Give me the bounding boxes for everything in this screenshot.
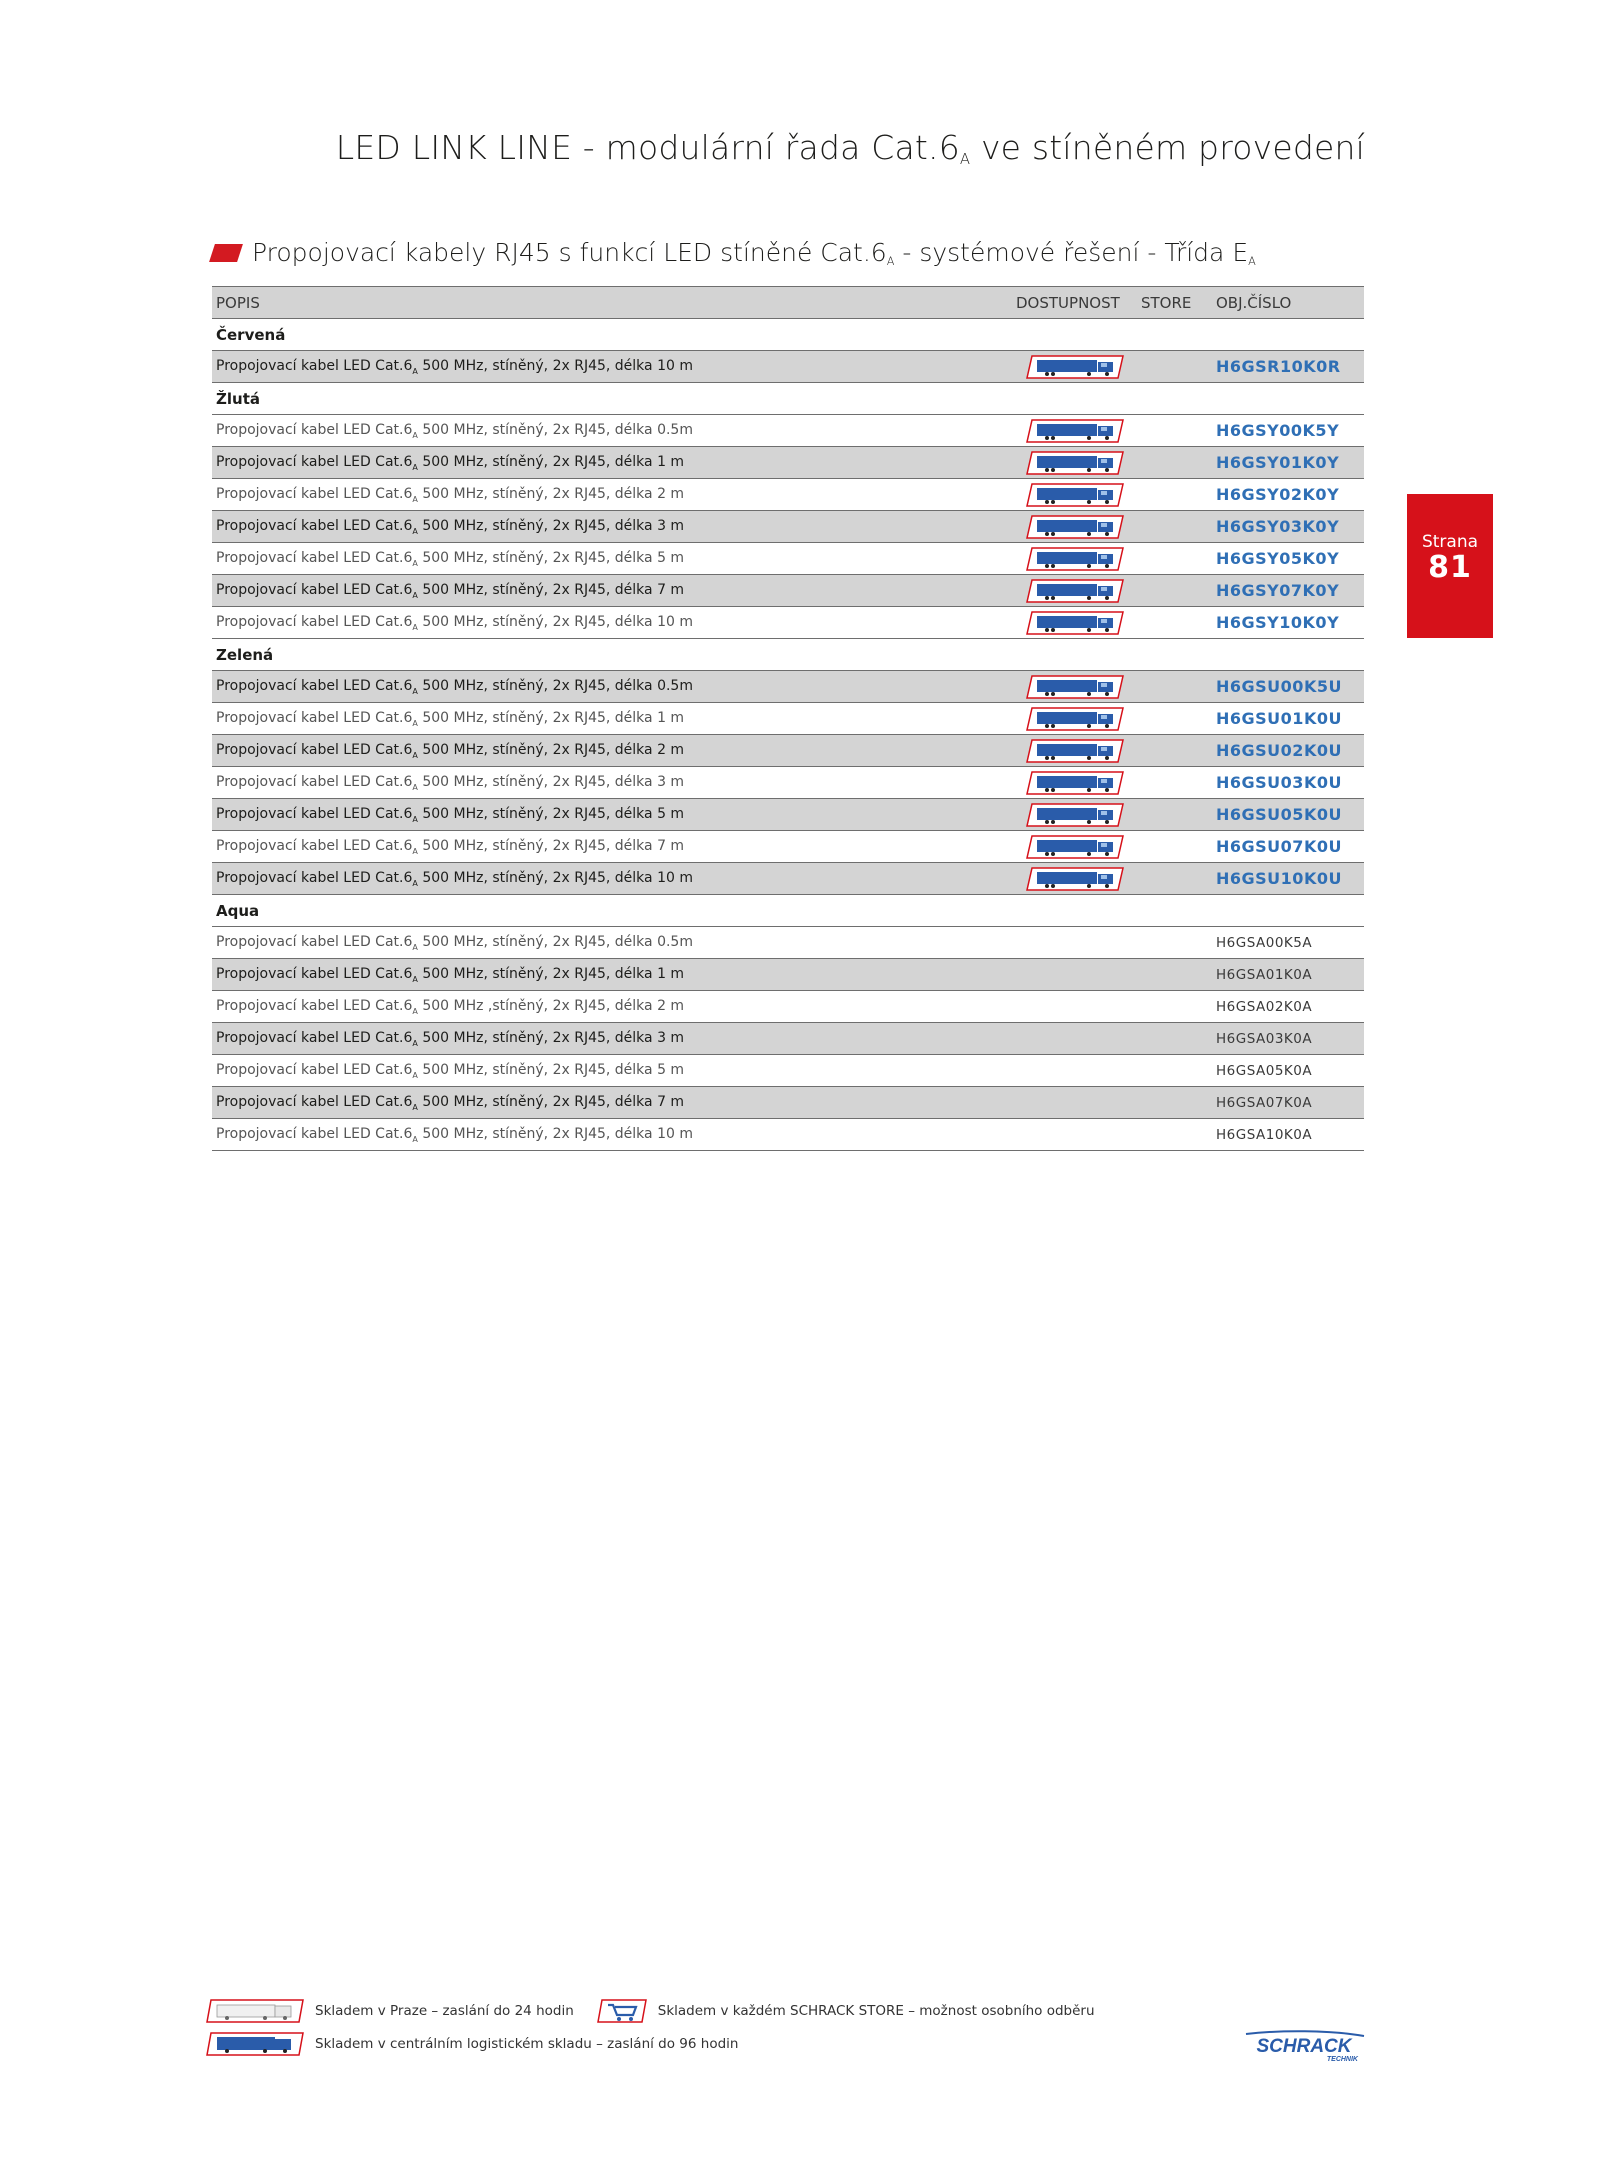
group-name: Červená: [212, 319, 1364, 351]
section-title: Propojovací kabely RJ45 s funkcí LED stíněné $Cat.6_A$ - systémové řešení - Třída $E_A$: [252, 238, 1256, 268]
table-row: [212, 447, 1364, 479]
table-row: [212, 415, 1364, 447]
store-cell: [1137, 1055, 1212, 1087]
store-cell: [1137, 447, 1212, 479]
product-description: Propojovací kabel LED $Cat.6_A$ 500 MHz, stíněný, 2x RJ45, délka 3 m: [212, 767, 1012, 799]
order-code[interactable]: H6GSY00K5Y: [1212, 415, 1364, 447]
store-cell: [1137, 831, 1212, 863]
order-code: H6GSA00K5A: [1212, 927, 1364, 959]
table-row: [212, 1055, 1364, 1087]
group-row: [212, 383, 1364, 415]
order-code[interactable]: H6GSY05K0Y: [1212, 543, 1364, 575]
product-description: Propojovací kabel LED $Cat.6_A$ 500 MHz, stíněný, 2x RJ45, délka 1 m: [212, 447, 1012, 479]
table-row: [212, 511, 1364, 543]
cart-icon: [596, 1997, 648, 2025]
table-row: [212, 1119, 1364, 1151]
table-row: [212, 543, 1364, 575]
header-availability: DOSTUPNOST: [1012, 287, 1137, 319]
truck-icon: [1025, 802, 1125, 828]
legend-prague-text: Skladem v Praze – zaslání do 24 hodin: [315, 2002, 574, 2019]
store-cell: [1137, 671, 1212, 703]
availability-cell: [1012, 511, 1137, 543]
truck-icon: [1025, 834, 1125, 860]
order-code[interactable]: H6GSR10K0R: [1212, 351, 1364, 383]
availability-cell: [1012, 575, 1137, 607]
header-code: OBJ.ČÍSLO: [1212, 287, 1364, 319]
legend: [205, 1994, 1095, 2060]
order-code[interactable]: H6GSU07K0U: [1212, 831, 1364, 863]
page-tab-label: Strana: [1421, 532, 1479, 552]
availability-cell: [1012, 479, 1137, 511]
schrack-logo: [1240, 2030, 1368, 2064]
table-row: [212, 607, 1364, 639]
product-description: Propojovací kabel LED $Cat.6_A$ 500 MHz, stíněný, 2x RJ45, délka 10 m: [212, 607, 1012, 639]
order-code[interactable]: H6GSY02K0Y: [1212, 479, 1364, 511]
group-name: Zelená: [212, 639, 1364, 671]
table-row: [212, 735, 1364, 767]
order-code: H6GSA03K0A: [1212, 1023, 1364, 1055]
store-cell: [1137, 959, 1212, 991]
store-cell: [1137, 991, 1212, 1023]
order-code[interactable]: H6GSU00K5U: [1212, 671, 1364, 703]
truck-icon: [1025, 866, 1125, 892]
product-description: Propojovací kabel LED $Cat.6_A$ 500 MHz, stíněný, 2x RJ45, délka 0.5m: [212, 927, 1012, 959]
table-row: [212, 927, 1364, 959]
availability-cell: [1012, 767, 1137, 799]
store-cell: [1137, 607, 1212, 639]
header-desc: POPIS: [212, 287, 1012, 319]
product-table: [212, 286, 1364, 1151]
legend-central-text: Skladem v centrálním logistickém skladu – zaslání do 96 hodin: [315, 2035, 739, 2052]
product-description: Propojovací kabel LED $Cat.6_A$ 500 MHz, stíněný, 2x RJ45, délka 3 m: [212, 1023, 1012, 1055]
availability-cell: [1012, 735, 1137, 767]
availability-cell: [1012, 703, 1137, 735]
availability-cell: [1012, 799, 1137, 831]
table-row: [212, 575, 1364, 607]
table-row: [212, 991, 1364, 1023]
page-tab: [1407, 494, 1493, 638]
product-description: Propojovací kabel LED $Cat.6_A$ 500 MHz, stíněný, 2x RJ45, délka 7 m: [212, 1087, 1012, 1119]
store-cell: [1137, 351, 1212, 383]
order-code[interactable]: H6GSU03K0U: [1212, 767, 1364, 799]
group-name: Žlutá: [212, 383, 1364, 415]
table-row: [212, 1087, 1364, 1119]
availability-cell: [1012, 959, 1137, 991]
order-code[interactable]: H6GSU02K0U: [1212, 735, 1364, 767]
table-row: [212, 959, 1364, 991]
order-code[interactable]: H6GSU05K0U: [1212, 799, 1364, 831]
truck-icon: [1025, 354, 1125, 380]
order-code[interactable]: H6GSY01K0Y: [1212, 447, 1364, 479]
store-cell: [1137, 863, 1212, 895]
availability-cell: [1012, 1023, 1137, 1055]
order-code: H6GSA05K0A: [1212, 1055, 1364, 1087]
legend-row-prague: [205, 1994, 1095, 2027]
logo-brand: SCHRACK: [1256, 2036, 1352, 2057]
order-code[interactable]: H6GSU10K0U: [1212, 863, 1364, 895]
availability-cell: [1012, 543, 1137, 575]
product-description: Propojovací kabel LED $Cat.6_A$ 500 MHz, stíněný, 2x RJ45, délka 10 m: [212, 1119, 1012, 1151]
availability-cell: [1012, 991, 1137, 1023]
group-row: [212, 895, 1364, 927]
truck-icon: [1025, 674, 1125, 700]
order-code: H6GSA07K0A: [1212, 1087, 1364, 1119]
order-code: H6GSA01K0A: [1212, 959, 1364, 991]
store-cell: [1137, 511, 1212, 543]
white-truck-icon: [205, 1997, 305, 2025]
order-code: H6GSA02K0A: [1212, 991, 1364, 1023]
store-cell: [1137, 479, 1212, 511]
availability-cell: [1012, 1055, 1137, 1087]
product-description: Propojovací kabel LED $Cat.6_A$ 500 MHz, stíněný, 2x RJ45, délka 1 m: [212, 703, 1012, 735]
logo-sub: TECHNIK: [1326, 2056, 1358, 2063]
table-row: [212, 1023, 1364, 1055]
truck-icon: [1025, 706, 1125, 732]
legend-store-text: Skladem v každém SCHRACK STORE – možnost osobního odběru: [657, 2002, 1095, 2019]
table-row: [212, 831, 1364, 863]
availability-cell: [1012, 863, 1137, 895]
group-row: [212, 319, 1364, 351]
availability-cell: [1012, 415, 1137, 447]
legend-row-central: [205, 2027, 1095, 2060]
section-marker-icon: [209, 244, 243, 262]
store-cell: [1137, 415, 1212, 447]
product-description: Propojovací kabel LED $Cat.6_A$ 500 MHz ,stíněný, 2x RJ45, délka 2 m: [212, 991, 1012, 1023]
store-cell: [1137, 1023, 1212, 1055]
store-cell: [1137, 735, 1212, 767]
table-row: [212, 671, 1364, 703]
store-cell: [1137, 799, 1212, 831]
availability-cell: [1012, 607, 1137, 639]
product-description: Propojovací kabel LED $Cat.6_A$ 500 MHz, stíněný, 2x RJ45, délka 5 m: [212, 1055, 1012, 1087]
availability-cell: [1012, 351, 1137, 383]
truck-icon: [1025, 450, 1125, 476]
product-description: Propojovací kabel LED $Cat.6_A$ 500 MHz, stíněný, 2x RJ45, délka 5 m: [212, 799, 1012, 831]
order-code: H6GSA10K0A: [1212, 1119, 1364, 1151]
truck-icon: [1025, 610, 1125, 636]
store-cell: [1137, 1087, 1212, 1119]
group-name: Aqua: [212, 895, 1364, 927]
table-row: [212, 799, 1364, 831]
store-cell: [1137, 575, 1212, 607]
store-cell: [1137, 703, 1212, 735]
product-description: Propojovací kabel LED $Cat.6_A$ 500 MHz, stíněný, 2x RJ45, délka 3 m: [212, 511, 1012, 543]
page-title: LED LINK LINE - modulární řada $Cat.6_A$ ve stíněném provedení: [335, 128, 1365, 169]
product-description: Propojovací kabel LED $Cat.6_A$ 500 MHz, stíněný, 2x RJ45, délka 10 m: [212, 351, 1012, 383]
product-description: Propojovací kabel LED $Cat.6_A$ 500 MHz, stíněný, 2x RJ45, délka 2 m: [212, 479, 1012, 511]
truck-icon: [1025, 738, 1125, 764]
product-description: Propojovací kabel LED $Cat.6_A$ 500 MHz, stíněný, 2x RJ45, délka 7 m: [212, 831, 1012, 863]
table-row: [212, 767, 1364, 799]
truck-icon: [1025, 418, 1125, 444]
store-cell: [1137, 767, 1212, 799]
order-code[interactable]: H6GSY07K0Y: [1212, 575, 1364, 607]
availability-cell: [1012, 671, 1137, 703]
product-description: Propojovací kabel LED $Cat.6_A$ 500 MHz, stíněný, 2x RJ45, délka 7 m: [212, 575, 1012, 607]
availability-cell: [1012, 1087, 1137, 1119]
table-row: [212, 351, 1364, 383]
truck-icon: [1025, 514, 1125, 540]
group-row: [212, 639, 1364, 671]
store-cell: [1137, 543, 1212, 575]
table-header-row: [212, 287, 1364, 319]
page-number: 81: [1428, 550, 1472, 585]
truck-icon: [1025, 770, 1125, 796]
availability-cell: [1012, 927, 1137, 959]
order-code[interactable]: H6GSY03K0Y: [1212, 511, 1364, 543]
availability-cell: [1012, 831, 1137, 863]
order-code[interactable]: H6GSY10K0Y: [1212, 607, 1364, 639]
product-description: Propojovací kabel LED $Cat.6_A$ 500 MHz, stíněný, 2x RJ45, délka 5 m: [212, 543, 1012, 575]
availability-cell: [1012, 1119, 1137, 1151]
truck-icon: [1025, 578, 1125, 604]
product-description: Propojovací kabel LED $Cat.6_A$ 500 MHz, stíněný, 2x RJ45, délka 1 m: [212, 959, 1012, 991]
store-cell: [1137, 927, 1212, 959]
product-description: Propojovací kabel LED $Cat.6_A$ 500 MHz, stíněný, 2x RJ45, délka 10 m: [212, 863, 1012, 895]
section-header: [212, 238, 1256, 268]
product-description: Propojovací kabel LED $Cat.6_A$ 500 MHz, stíněný, 2x RJ45, délka 2 m: [212, 735, 1012, 767]
product-description: Propojovací kabel LED $Cat.6_A$ 500 MHz, stíněný, 2x RJ45, délka 0.5m: [212, 415, 1012, 447]
availability-cell: [1012, 447, 1137, 479]
table-row: [212, 703, 1364, 735]
truck-icon: [1025, 482, 1125, 508]
order-code[interactable]: H6GSU01K0U: [1212, 703, 1364, 735]
table-row: [212, 863, 1364, 895]
product-description: Propojovací kabel LED $Cat.6_A$ 500 MHz, stíněný, 2x RJ45, délka 0.5m: [212, 671, 1012, 703]
store-cell: [1137, 1119, 1212, 1151]
truck-icon: [1025, 546, 1125, 572]
table-body: [212, 319, 1364, 1151]
header-store: STORE: [1137, 287, 1212, 319]
blue-truck-icon: [205, 2030, 305, 2058]
table-row: [212, 479, 1364, 511]
